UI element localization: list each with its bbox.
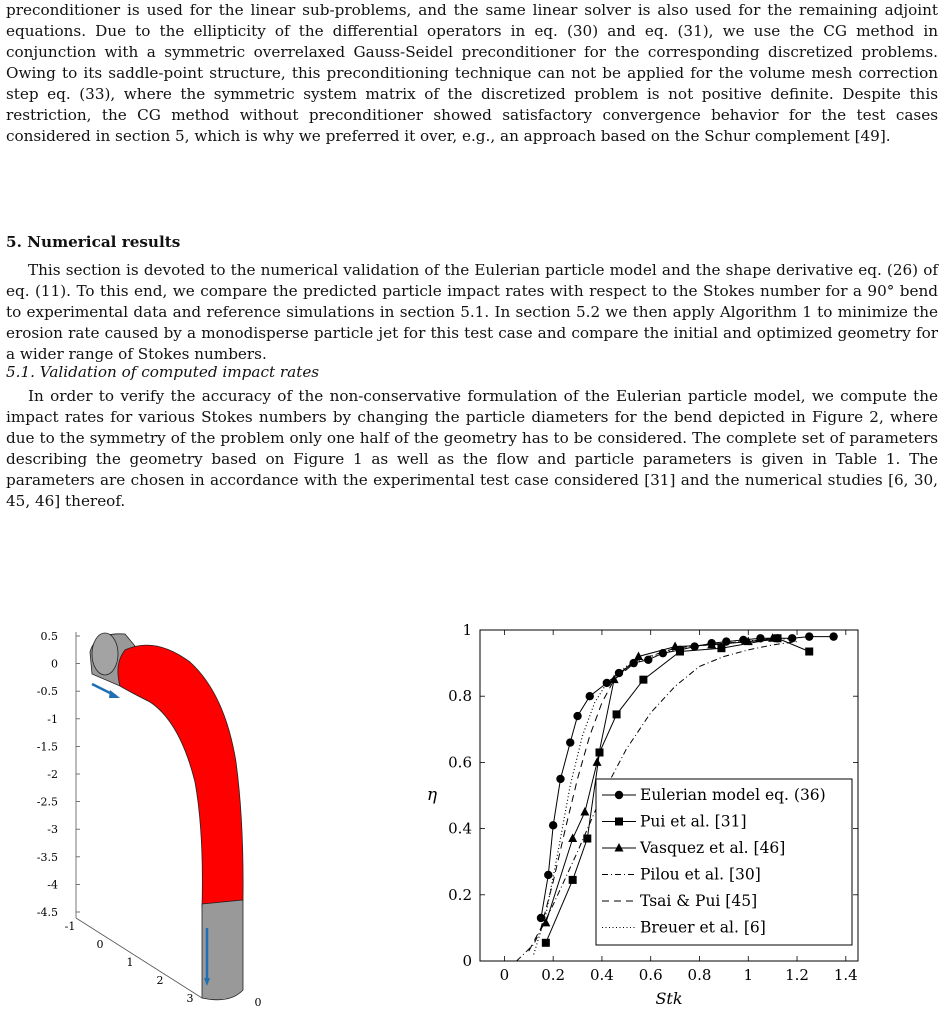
series-point-1 [639,676,647,684]
z-tick-label: -3.5 [36,850,58,864]
pipe-bend-figure [0,632,300,1009]
z-tick-label: -2 [47,768,58,781]
x-axis-label: Stk [655,989,683,1008]
z-tick-label: -1.5 [36,740,58,754]
pipe-inlet-opening [92,633,118,675]
legend-marker [615,818,623,826]
series-point-1 [569,876,577,884]
z-tick-label: 0.5 [40,632,58,643]
x-tick-label: 1.4 [833,966,858,984]
x-tick-label: 0.2 [541,966,566,984]
legend-label: Vasquez et al. [46] [640,839,786,857]
z-tick-label: 0 [51,657,58,671]
series-point-0 [544,871,552,879]
series-point-0 [805,632,813,640]
z-tick-label: -3 [47,823,58,837]
x-tick-group [65,920,194,1005]
x-tick-label: 0.4 [590,966,614,984]
y-axis-label: η [426,785,438,805]
subsection-heading: 5.1. Validation of computed impact rates [6,363,320,381]
y-tick-label: 0.4 [448,819,472,838]
x-tick-label: 0.6 [638,966,663,984]
series-point-0 [549,821,557,829]
impact-region [118,645,243,907]
x-tick-label: 2 [156,974,164,987]
series-point-1 [717,644,725,652]
legend-label: Pilou et al. [30] [640,865,761,884]
series-point-0 [556,775,564,783]
series-point-0 [586,692,594,700]
series-point-0 [573,712,581,720]
legend-label: Breuer et al. [6] [640,918,766,937]
y-tick-label: 0 [462,952,472,970]
x-tick-label: 0.8 [687,966,712,984]
z-tick-label: -0.5 [36,685,58,699]
legend-marker [615,791,623,799]
series-point-0 [566,738,574,746]
x-tick-label: 1.2 [785,966,809,984]
impact-rate-chart [410,616,870,1009]
x-tick-label: 0 [96,938,104,951]
z-tick-label: -4 [47,878,58,892]
y-tick-label: 0.8 [448,687,472,706]
chart-legend [596,779,852,945]
y-tick-label: 0 [254,996,262,1009]
x-tick-label: 1 [126,956,134,969]
y-tick-label: 0.6 [448,753,472,772]
series-point-1 [542,939,550,947]
z-tick-label: -4.5 [36,906,58,919]
x-tick-label: -1 [64,920,76,933]
z-tick-group [37,632,80,919]
x-tick-label: 1 [743,966,754,984]
series-point-1 [805,648,813,656]
z-tick-label: -2.5 [36,795,58,809]
legend-label: Pui et al. [31] [640,812,747,831]
x-axis-line [76,918,202,998]
z-tick-label: -1 [47,712,58,726]
y-tick-label: 0.2 [448,885,472,904]
body-paragraph-2: This section is devoted to the numerical validation of the Eulerian particle model and the shape derivative eq. (26) of eq. (11). To this end, we compare the predicted particle impact rates with respect to the Stokes number for a 90° bend to experimental data and reference simulations in section 5.1. In section 5.2 we then apply Algorithm 1 to minimize the erosion rate caused by a monodisperse particle jet for this test case and compare the initial and optimized geometry for a wider range of Stokes numbers. [6,261,938,363]
x-tick-label: 3 [186,992,194,1005]
series-point-1 [613,710,621,718]
legend-label: Eulerian model eq. (36) [640,786,826,804]
body-paragraph-3: In order to verify the accuracy of the non-conservative formulation of the Eulerian particle model, we compute the impact rates for various Stokes numbers by changing the particle diameters for the bend depicted in Figure 2, where due to the symmetry of the problem only one half of the geometry has to be considered. The complete set of parameters describing the geometry based on Figure 1 as well as the flow and particle parameters is given in Table 1. The parameters are chosen in accordance with the experimental test case considered [31] and the numerical studies [6, 30, 45, 46] thereof. [6,387,938,510]
y-tick-label: 1 [462,621,472,639]
x-tick-label: 0 [499,966,510,984]
body-paragraph-1: preconditioner is used for the linear sub-problems, and the same linear solver is also used for the remaining adjoint equations. Due to the ellipticity of the differential operators in eq. (30) and eq. (31), we use the CG method in conjunction with a symmetric overrelaxed Gauss-Seidel preconditioner for the corresponding discretized problems. Owing to its saddle-point structure, this preconditioning technique can not be applied for the volume mesh correction step eq. (33), where the symmetric system matrix of the discretized problem is not positive definite. Despite this restriction, the CG method without preconditioner showed satisfactory convergence behavior for the test cases considered in section 5, which is why we preferred it over, e.g., an approach based on the Schur complement [49]. [6,1,938,145]
series-point-0 [788,634,796,642]
y-tick-group [255,996,262,1009]
legend-label: Tsai & Pui [45] [640,892,758,910]
section-heading: 5. Numerical results [6,233,181,251]
inflow-arrow-head [109,690,120,698]
series-point-0 [829,632,837,640]
series-point-0 [629,659,637,667]
